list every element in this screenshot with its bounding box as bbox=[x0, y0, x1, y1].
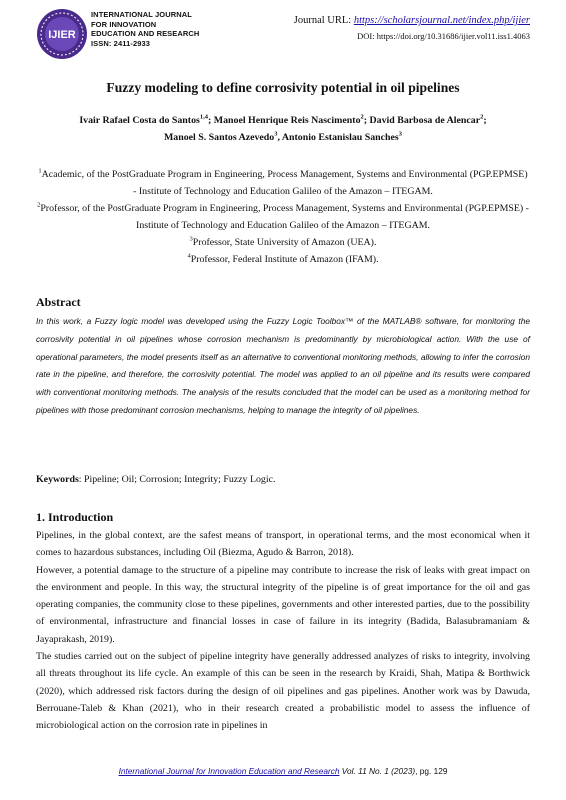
author-name: Manoel S. Santos Azevedo bbox=[163, 132, 275, 143]
affiliation-mark: 2 bbox=[37, 201, 41, 209]
author-affiliation-mark: 3 bbox=[274, 130, 278, 138]
logo-text: IJIER bbox=[48, 29, 76, 41]
introduction-heading: 1. Introduction bbox=[36, 510, 114, 524]
journal-url-link[interactable]: https://scholarsjournal.net/index.php/ijier bbox=[353, 15, 530, 26]
paragraph: Pipelines, in the global context, are the safest means of transport, in operational terms, and the most economical when it comes to hazardous substances, including Oil (Biezma, Agudo & Barron, 2018). bbox=[36, 530, 530, 559]
page-header bbox=[36, 8, 536, 64]
affiliation-text: Professor, State University of Amazon (UEA). bbox=[192, 237, 377, 248]
footer-journal-link[interactable]: International Journal for Innovation Education and Research bbox=[118, 766, 340, 776]
author-name: Manoel Henrique Reis Nascimento bbox=[213, 115, 361, 126]
affiliation-mark: 1 bbox=[38, 167, 42, 175]
journal-url-line bbox=[294, 14, 530, 28]
journal-name-line: FOR INNOVATION bbox=[91, 19, 157, 29]
author-affiliation-mark: 2 bbox=[480, 113, 484, 121]
affiliation-text: Professor, Federal Institute of Amazon (IFAM). bbox=[190, 254, 379, 265]
abstract-heading: Abstract bbox=[36, 295, 81, 309]
footer-page: , pg. 129 bbox=[415, 766, 448, 776]
footer-volume: Vol. 11 No. 1 (2023) bbox=[339, 766, 416, 776]
author-name: Antonio Estanislau Sanches bbox=[281, 132, 399, 143]
issn: ISSN: 2411-2933 bbox=[91, 38, 151, 48]
affiliation-mark: 4 bbox=[187, 252, 191, 260]
author-affiliation-mark: 3 bbox=[398, 130, 403, 138]
journal-logo bbox=[36, 8, 88, 60]
doi[interactable]: DOI: https://doi.org/10.31686/ijier.vol11.iss1.4063 bbox=[357, 31, 530, 41]
affiliations bbox=[36, 166, 530, 268]
affiliation-mark: 3 bbox=[189, 235, 193, 243]
keywords-label: Keywords bbox=[36, 474, 79, 485]
affiliation-2 bbox=[36, 200, 530, 234]
author-affiliation-mark: 2 bbox=[360, 113, 364, 121]
affiliation-3 bbox=[36, 234, 530, 251]
page-footer bbox=[0, 766, 566, 776]
affiliation-1 bbox=[36, 166, 530, 200]
author-separator: ; bbox=[363, 115, 370, 126]
author-separator: ; bbox=[483, 115, 487, 126]
author-separator: , bbox=[277, 132, 282, 143]
abstract-text: In this work, a Fuzzy logic model was developed using the Fuzzy Logic Toolbox™ of the MATLAB® software, for monitoring the corrosivity potential in oil pipelines whose corrosion mechanism is predominantly by microbiological action. With the use of operational parameters, the model presents itself as an alternative to conventional monitoring methods, allowing to infer the corrosion rate in the pipeline, and therefore, the corrosivity potential. The model was applied to an oil pipeline and its results were compared with conventional monitoring methods. The analysis of the results concluded that the model can be used as a monitoring method for pipelines with those predominant corrosion mechanisms, helping to manage the integrity of oil pipelines. bbox=[36, 316, 530, 415]
author-name: Ivair Rafael Costa do Santos bbox=[79, 115, 200, 126]
author-name: David Barbosa de Alencar bbox=[369, 115, 481, 126]
journal-url-label: Journal URL: bbox=[293, 15, 354, 26]
journal-name bbox=[91, 10, 199, 48]
keywords bbox=[36, 473, 530, 487]
author-separator: ; bbox=[208, 115, 214, 126]
author-list bbox=[36, 112, 530, 146]
keywords-text: : Pipeline; Oil; Corrosion; Integrity; Fuzzy Logic. bbox=[78, 474, 276, 485]
affiliation-text: Professor, of the PostGraduate Program in Engineering, Process Management, Systems and Environmental (PGP.EPMSE) - Institute of Technology and Education Galileo of the Amazon – ITEGAM. bbox=[40, 203, 529, 231]
paper-title: Fuzzy modeling to define corrosivity potential in oil pipelines bbox=[106, 80, 460, 95]
affiliation-text: Academic, of the PostGraduate Program in Engineering, Process Management, Systems and Environmental (PGP.EPMSE) - Institute of Technology and Education Galileo of the Amazon – ITEGAM. bbox=[41, 169, 528, 197]
author-affiliation-mark: 1,4 bbox=[199, 113, 208, 121]
introduction-body bbox=[36, 527, 530, 735]
journal-name-line: EDUCATION AND RESEARCH bbox=[91, 29, 200, 38]
affiliation-4 bbox=[36, 251, 530, 268]
paragraph: However, a potential damage to the structure of a pipeline may contribute to increase the risk of leaks with great impact on the environment and people. In this way, the structural integrity of the pipeline is of great importance for the oil and gas operating companies, the community close to these pipelines, governments and other interested parties, due to the possibility of environmental, infrastructure and financial losses in case of failure in its integrity (Badida, Balasubramaniam & Jayaprakash, 2019). bbox=[36, 564, 530, 645]
paragraph: The studies carried out on the subject of pipeline integrity have generally addressed analyzes of risks to integrity, involving all threats throughout its life cycle. An example of this can be seen in the research by Kraidi, Shah, Matipa & Borthwick (2020), which addressed risk factors during the design of oil pipelines and gas pipelines. Another work was by Dawuda, Berrouane-Taleb & Khan (2021), who in their research created a probabilistic model to assess the influence of microbiological action on the corrosion rate in pipelines in bbox=[36, 651, 530, 732]
journal-name-line: INTERNATIONAL JOURNAL bbox=[91, 10, 192, 19]
header-right bbox=[294, 14, 530, 43]
